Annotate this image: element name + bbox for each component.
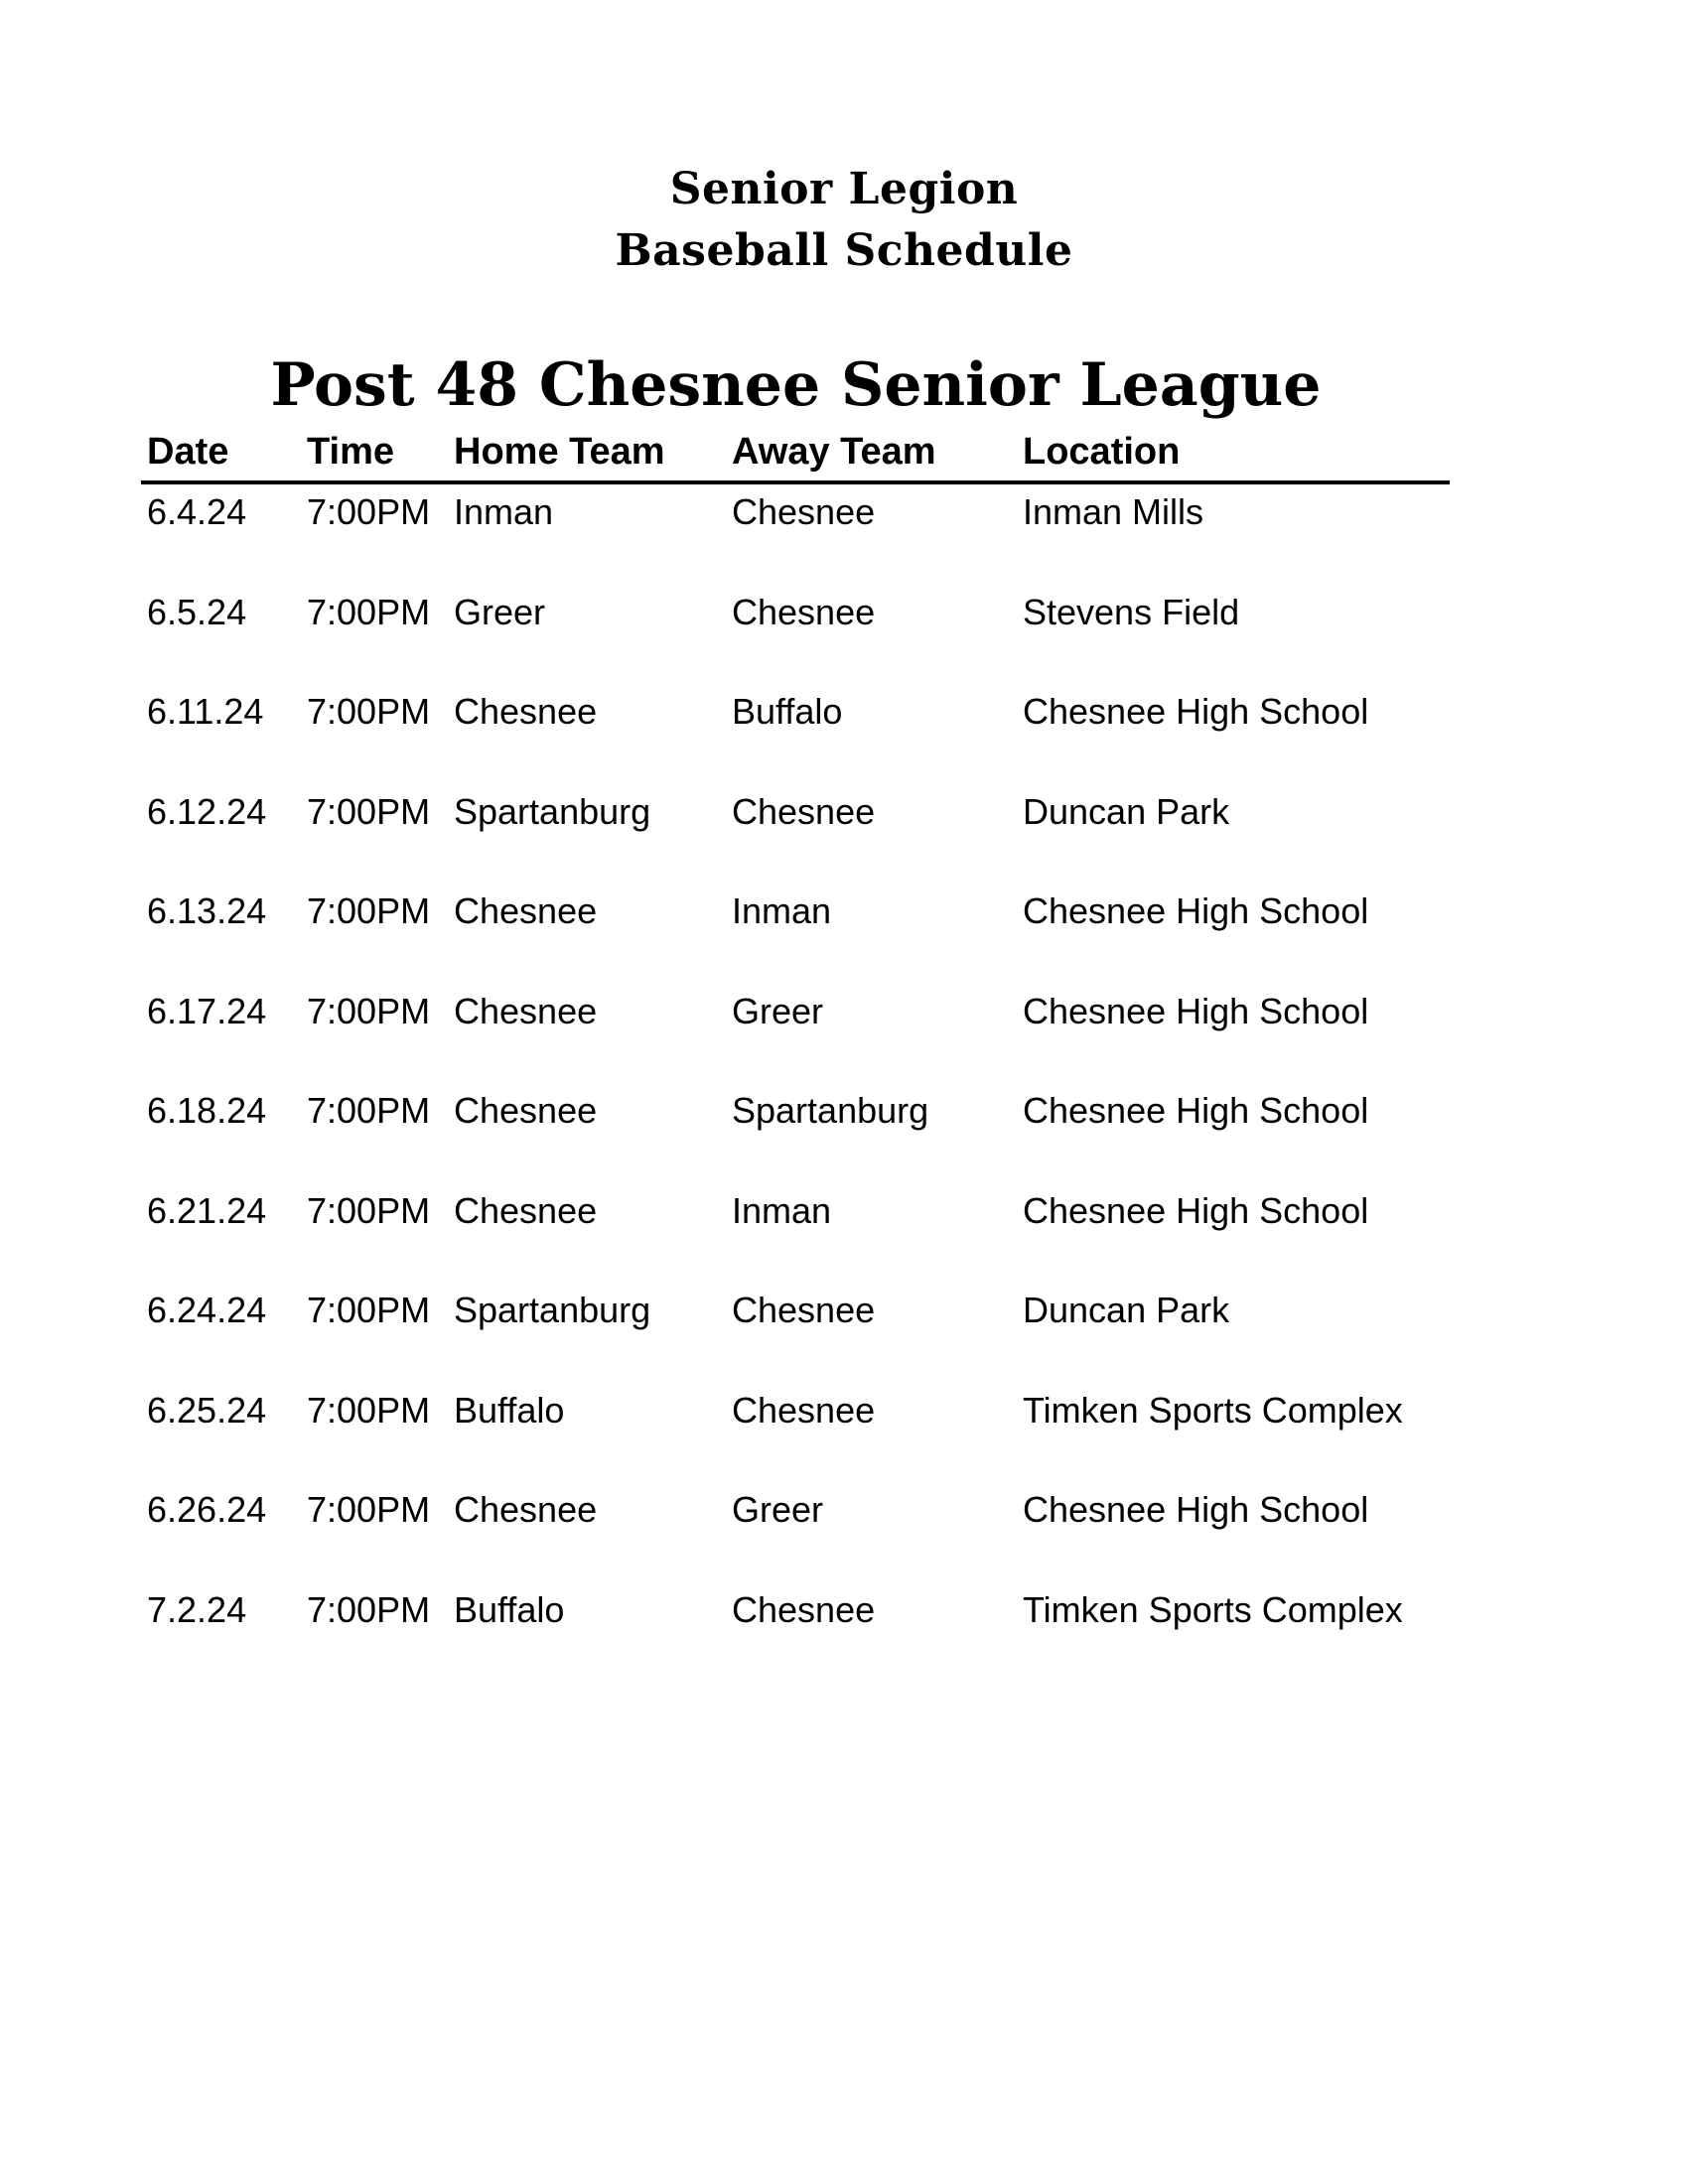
location-cell: Chesnee High School: [1023, 691, 1369, 732]
table-row: [141, 784, 1450, 885]
location-cell: Duncan Park: [1023, 790, 1230, 832]
away-team-cell: Buffalo: [732, 691, 843, 732]
date-cell: 6.18.24: [147, 1090, 267, 1131]
column-header-date: Date: [147, 431, 229, 473]
home-team-cell: Buffalo: [454, 1588, 565, 1630]
home-team-cell: Inman: [454, 491, 554, 532]
home-team-cell: Chesnee: [454, 1090, 598, 1131]
away-team-cell: Chesnee: [732, 1290, 876, 1330]
away-team-cell: Chesnee: [732, 491, 876, 532]
table-body: [141, 484, 1450, 1682]
location-cell: Chesnee High School: [1023, 1090, 1369, 1131]
home-team-cell: Greer: [454, 591, 546, 632]
table-row: [141, 1183, 1450, 1284]
date-cell: 6.5.24: [147, 591, 247, 632]
date-cell: 6.13.24: [147, 890, 267, 931]
time-cell: 7:00PM: [307, 1588, 431, 1630]
table-row: [141, 1482, 1450, 1582]
date-cell: 6.12.24: [147, 790, 267, 832]
away-team-cell: Chesnee: [732, 1588, 876, 1630]
away-team-cell: Chesnee: [732, 591, 876, 632]
date-cell: 6.25.24: [147, 1389, 267, 1431]
document-title-line-1: Senior Legion: [669, 164, 1019, 214]
table-row: [141, 1582, 1450, 1683]
time-cell: 7:00PM: [307, 1489, 431, 1530]
date-cell: 6.26.24: [147, 1489, 267, 1530]
table-row: [141, 984, 1450, 1084]
away-team-cell: Chesnee: [732, 790, 876, 832]
location-cell: Chesnee High School: [1023, 990, 1369, 1031]
time-cell: 7:00PM: [307, 790, 431, 832]
date-cell: 6.4.24: [147, 491, 247, 532]
time-cell: 7:00PM: [307, 691, 431, 732]
home-team-cell: Spartanburg: [454, 1290, 651, 1330]
time-cell: 7:00PM: [307, 1090, 431, 1131]
location-cell: Timken Sports Complex: [1023, 1588, 1403, 1630]
table-row: [141, 684, 1450, 784]
home-team-cell: Spartanburg: [454, 790, 651, 832]
location-cell: Chesnee High School: [1023, 1189, 1369, 1231]
time-cell: 7:00PM: [307, 890, 431, 931]
home-team-cell: Chesnee: [454, 1489, 598, 1530]
time-cell: 7:00PM: [307, 491, 431, 532]
location-cell: Duncan Park: [1023, 1290, 1230, 1330]
date-cell: 6.24.24: [147, 1290, 267, 1330]
date-cell: 6.17.24: [147, 990, 267, 1031]
away-team-cell: Greer: [732, 1489, 824, 1530]
column-header-time: Time: [307, 431, 395, 473]
home-team-cell: Chesnee: [454, 691, 598, 732]
location-cell: Stevens Field: [1023, 591, 1240, 632]
column-header-location: Location: [1023, 431, 1181, 473]
table-row: [141, 1383, 1450, 1483]
date-cell: 7.2.24: [147, 1588, 247, 1630]
away-team-cell: Inman: [732, 1189, 832, 1231]
time-cell: 7:00PM: [307, 1389, 431, 1431]
location-cell: Inman Mills: [1023, 491, 1204, 532]
location-cell: Timken Sports Complex: [1023, 1389, 1403, 1431]
home-team-cell: Chesnee: [454, 990, 598, 1031]
table-row: [141, 1083, 1450, 1183]
table-row: [141, 884, 1450, 984]
location-cell: Chesnee High School: [1023, 1489, 1369, 1530]
away-team-cell: Greer: [732, 990, 824, 1031]
time-cell: 7:00PM: [307, 1290, 431, 1330]
location-cell: Chesnee High School: [1023, 890, 1369, 931]
away-team-cell: Spartanburg: [732, 1090, 929, 1131]
column-header-home-team: Home Team: [454, 431, 665, 473]
table-row: [141, 484, 1450, 585]
time-cell: 7:00PM: [307, 591, 431, 632]
table-row: [141, 1283, 1450, 1383]
document-title-line-2: Baseball Schedule: [615, 225, 1073, 276]
league-title: Post 48 Chesnee Senior League: [270, 350, 1322, 420]
date-cell: 6.21.24: [147, 1189, 267, 1231]
time-cell: 7:00PM: [307, 1189, 431, 1231]
time-cell: 7:00PM: [307, 990, 431, 1031]
schedule-table: [141, 423, 1450, 1682]
column-header-away-team: Away Team: [732, 431, 936, 473]
home-team-cell: Chesnee: [454, 890, 598, 931]
away-team-cell: Inman: [732, 890, 832, 931]
away-team-cell: Chesnee: [732, 1389, 876, 1431]
home-team-cell: Buffalo: [454, 1389, 565, 1431]
home-team-cell: Chesnee: [454, 1189, 598, 1231]
date-cell: 6.11.24: [147, 691, 264, 732]
table-header-row: [141, 423, 1450, 484]
table-row: [141, 585, 1450, 685]
